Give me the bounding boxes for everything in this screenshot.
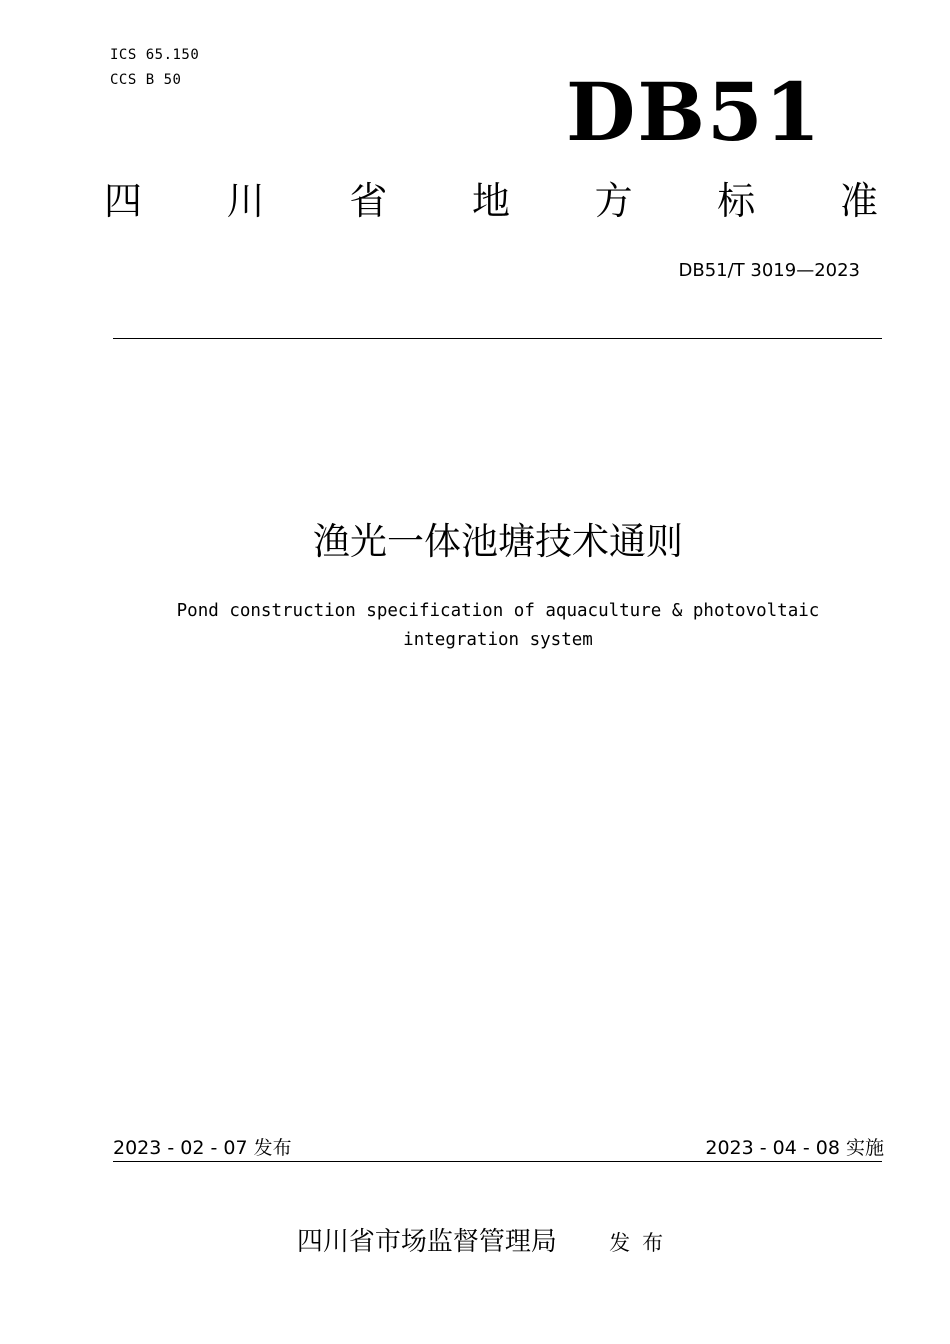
publication-date: 2023 - 02 - 07 发布 bbox=[113, 1137, 292, 1159]
standard-type-char: 地 bbox=[471, 179, 510, 223]
implementation-date: 2023 - 04 - 08 实施 bbox=[705, 1137, 884, 1159]
standard-type-char: 四 bbox=[104, 179, 143, 223]
standard-type-char: 准 bbox=[839, 179, 878, 223]
standard-type-char: 方 bbox=[594, 179, 633, 223]
standard-type-char: 标 bbox=[717, 179, 756, 223]
issuer-name: 四川省市场监督管理局 bbox=[296, 1227, 557, 1257]
ics-code: ICS 65.150 bbox=[110, 47, 200, 63]
standard-number: DB51/T 3019—2023 bbox=[678, 260, 860, 281]
ccs-code: CCS B 50 bbox=[110, 72, 182, 88]
standard-type-heading bbox=[104, 179, 878, 223]
bottom-divider bbox=[113, 1161, 882, 1162]
top-divider bbox=[113, 338, 882, 339]
standard-type-char: 省 bbox=[349, 179, 388, 223]
title-english: Pond construction specification of aquaculture & photovoltaic integration system bbox=[176, 601, 820, 650]
title-chinese: 渔光一体池塘技术通则 bbox=[313, 520, 683, 563]
issuer-action: 发布 bbox=[609, 1231, 676, 1255]
db-standard-mark: DB51 bbox=[566, 65, 823, 159]
standard-type-char: 川 bbox=[226, 179, 265, 223]
issuer-line bbox=[0, 1227, 950, 1258]
